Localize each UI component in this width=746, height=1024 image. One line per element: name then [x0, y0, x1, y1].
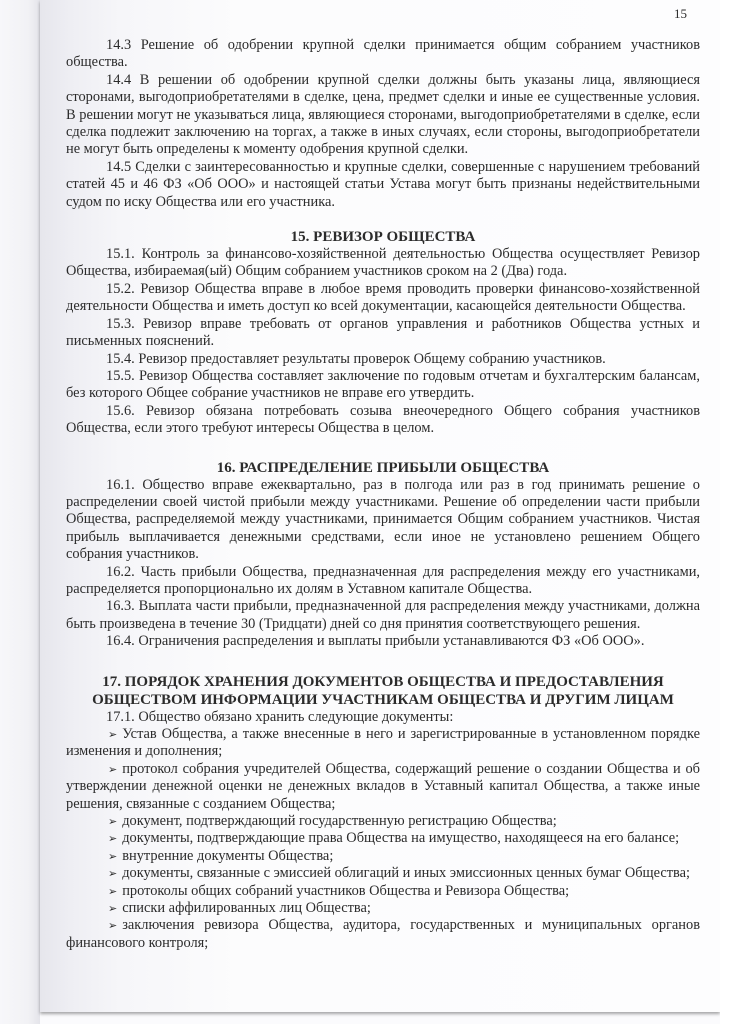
list-item: [66, 761, 700, 813]
list-item-text: заключения ревизора Общества, аудитора, государственных и муниципальных органов финансового контроля;: [66, 917, 700, 951]
section-17-heading-line1: 17. ПОРЯДОК ХРАНЕНИЯ ДОКУМЕНТОВ ОБЩЕСТВА И ПРЕДОСТАВЛЕНИЯ: [102, 673, 664, 690]
list-item: [66, 813, 700, 830]
arrowhead-right-icon: ➢: [108, 919, 118, 933]
list-item-text: протоколы общих собраний участников Общества и Ревизора Общества;: [122, 882, 570, 899]
paragraph-17-1: 17.1. Общество обязано хранить следующие документы:: [106, 708, 454, 725]
section-16-heading: 16. РАСПРЕДЕЛЕНИЕ ПРИБЫЛИ ОБЩЕСТВА: [216, 459, 550, 476]
scan-margin: [720, 0, 746, 1024]
list-item-text: протокол собрания учредителей Общества, содержащий решение о создании Общества и об утверждении денежной оценки не денежных вкладов в Уставный капитал Общества, а также иные решения, связанные с созданием Общества;: [66, 760, 700, 812]
paragraph-16-1: 16.1. Общество вправе ежеквартально, раз в полгода или раз в год принимать решение о распределении своей чистой прибыли между участниками. Решение об определении части прибыли Общества, распределяемой между участниками, принимается Общим собранием участников. Чистая прибыль выплачивается денежными средствами, если иное не установлено решением Общего собрания участников.: [66, 476, 700, 563]
paragraph-15-6: 15.6. Ревизор обязана потребовать созыва внеочередного Общего собрания участников Общества, если этого требуют интересы Общества в целом.: [66, 402, 700, 437]
list-item: [66, 900, 700, 917]
arrowhead-right-icon: ➢: [108, 728, 118, 741]
arrowhead-right-icon: ➢: [108, 902, 118, 916]
arrowhead-right-icon: ➢: [108, 867, 118, 881]
list-item: [66, 865, 700, 882]
arrowhead-right-icon: ➢: [108, 849, 118, 863]
list-item-text: Устав Общества, а также внесенные в него и зарегистрированные в установленном порядке изменения и дополнения;: [66, 726, 700, 760]
paragraph-15-3: 15.3. Ревизор вправе требовать от органов управления и работников Общества устных и письменных пояснений.: [66, 315, 700, 350]
list-item-text: внутренние документы Общества;: [122, 847, 334, 864]
list-item-text: документ, подтверждающий государственную регистрацию Общества;: [122, 813, 557, 830]
list-item-text: документы, подтверждающие права Общества на имущество, находящееся на его балансе;: [122, 830, 680, 847]
arrowhead-right-icon: ➢: [108, 884, 118, 898]
list-item-text: документы, связанные с эмиссией облигаций и иных эмиссионных ценных бумаг Общества;: [122, 865, 691, 882]
paragraph-14-4: 14.4 В решении об одобрении крупной сделки должны быть указаны лица, являющиеся сторонами, выгодоприобретателями в сделке, цена, предмет сделки и иные ее существенные условия. В решении могут не указываться лица, являющиеся сторонами, выгодоприобретателями в сделке, если сделка подлежит заключению на торгах, а также в иных случаях, если стороны, выгодоприобретатели не могут быть определены к моменту одобрения крупной сделки.: [66, 71, 700, 158]
paragraph-15-1: 15.1. Контроль за финансово-хозяйственной деятельностью Общества осуществляет Ревизор Общества, избираемая(ый) Общим собранием участников сроком на 2 (Два) года.: [66, 246, 700, 280]
list-item: [66, 917, 700, 952]
paragraph-14-3: 14.3 Решение об одобрении крупной сделки принимается общим собранием участников общества.: [66, 37, 700, 71]
paragraph-15-5: 15.5. Ревизор Общества составляет заключение по годовым отчетам и бухгалтерским балансам, без которого Общее собрание участников не вправе его утвердить.: [66, 367, 700, 402]
document-body: [66, 37, 700, 952]
documents-list: [66, 726, 700, 952]
list-item: [66, 726, 700, 761]
arrowhead-right-icon: ➢: [108, 832, 118, 846]
adjacent-page-edge: [0, 0, 40, 1024]
arrowhead-right-icon: ➢: [108, 762, 118, 776]
section-17-heading-line2: ОБЩЕСТВОМ ИНФОРМАЦИИ УЧАСТНИКАМ ОБЩЕСТВА И ДРУГИМ ЛИЦАМ: [92, 691, 674, 708]
list-item: [66, 883, 700, 900]
list-item-text: списки аффилированных лиц Общества;: [122, 900, 371, 917]
list-item: [66, 848, 700, 865]
paragraph-14-5: 14.5 Сделки с заинтересованностью и крупные сделки, совершенные с нарушением требований статей 45 и 46 ФЗ «Об ООО» и настоящей статьи Устава могут быть признаны недействительными судом по иску Общества или его участника.: [66, 158, 700, 210]
arrowhead-right-icon: ➢: [108, 815, 118, 829]
section-15-heading: 15. РЕВИЗОР ОБЩЕСТВА: [290, 229, 476, 246]
paragraph-16-2: 16.2. Часть прибыли Общества, предназначенная для распределения между его участниками, распределяется пропорционально их долям в Уставном капитале Общества.: [66, 563, 700, 597]
section-17-heading: [66, 673, 700, 709]
paragraph-16-4: 16.4. Ограничения распределения и выплаты прибыли устанавливаются ФЗ «Об ООО».: [106, 633, 645, 650]
paragraph-15-2: 15.2. Ревизор Общества вправе в любое время проводить проверки финансово-хозяйственной деятельности Общества и иметь доступ ко всей документации, касающейся деятельности Общества.: [66, 280, 700, 315]
page-number: 15: [674, 6, 687, 21]
paragraph-16-3: 16.3. Выплата части прибыли, предназначенной для распределения между участниками, должна быть произведена в течение 30 (Тридцати) дней со дня принятия соответствующего решения.: [66, 598, 700, 632]
list-item: [66, 830, 700, 847]
paragraph-15-4: 15.4. Ревизор предоставляет результаты проверок Общему собранию участников.: [106, 350, 606, 367]
